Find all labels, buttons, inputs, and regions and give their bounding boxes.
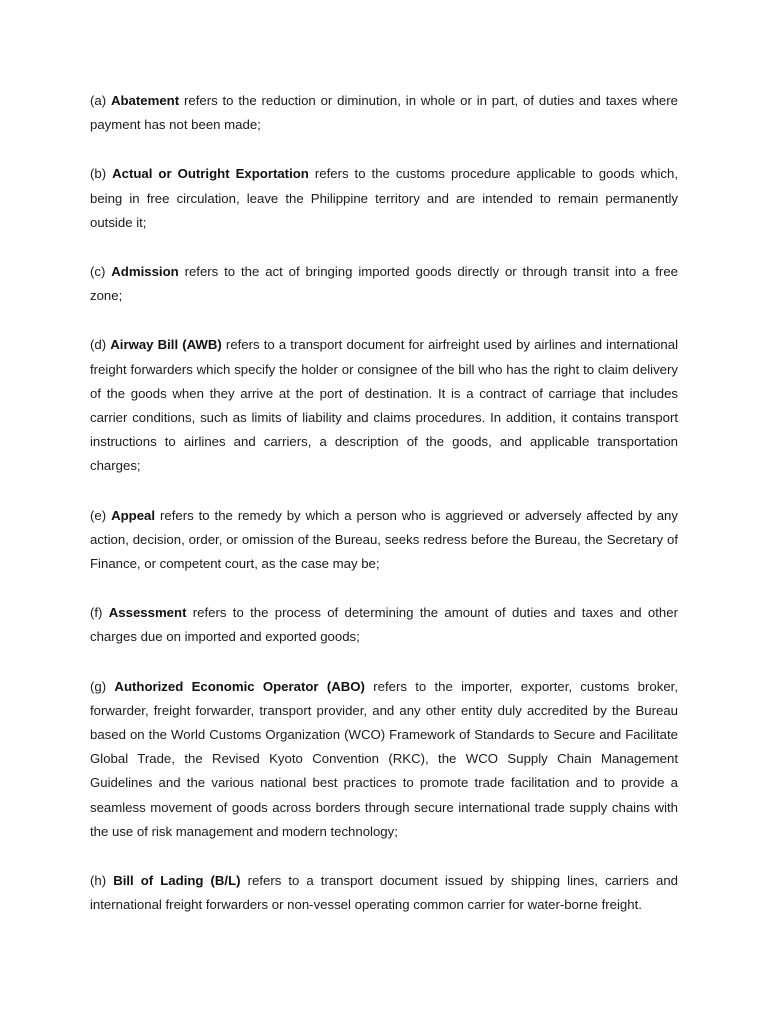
definition-term: Bill of Lading (B/L): [113, 873, 241, 889]
definition-text: refers to a transport document for airfreight used by airlines and international freight forwarders which specify the holder or consignee of the bill who has the right to claim delivery of the goods when they arrive at the port of destination. It is a contract of carriage that includes carrier conditions, such as limits of liability and claims procedures. In addition, it contains transport instructions to airlines and carriers, a description of the goods, and applicable transportation charges;: [90, 337, 679, 474]
definition-label: (b): [90, 166, 107, 182]
definition-g: [90, 675, 678, 844]
definition-term: Authorized Economic Operator (ABO): [114, 678, 365, 694]
definition-term: Abatement: [110, 93, 180, 108]
definition-label: (a): [90, 93, 107, 108]
definition-term: Assessment: [108, 605, 187, 621]
definition-e: [90, 504, 678, 577]
definition-b: [90, 162, 678, 235]
definition-term: Airway Bill (AWB): [110, 337, 222, 353]
definition-label: (d): [90, 337, 107, 353]
definition-a: [90, 89, 678, 137]
document-page: [90, 89, 678, 942]
definition-term: Admission: [111, 264, 179, 280]
definition-label: (h): [90, 873, 107, 889]
definition-text: refers to a transport document issued by shipping lines, carriers and international freight forwarders or non-vessel operating common carrier for water-borne freight.: [90, 873, 679, 913]
definition-term: Appeal: [111, 507, 156, 523]
definition-text: refers to the importer, exporter, customs broker, forwarder, freight forwarder, transport provider, and any other entity duly accredited by the Bureau based on the World Customs Organization (WCO) Framework of Standards to Secure and Facilitate Global Trade, the Revised Kyoto Convention (RKC), the WCO Supply Chain Management Guidelines and the various national best practices to promote trade facilitation and to provide a seamless movement of goods across borders through secure international trade supply chains with the use of risk management and modern technology;: [90, 678, 679, 839]
definition-c: [90, 260, 678, 308]
definition-h: [90, 869, 678, 917]
definition-text: refers to the process of determining the amount of duties and taxes and other charges due on imported and exported goods;: [90, 605, 678, 645]
definition-term: Actual or Outright Exportation: [112, 166, 309, 182]
definition-text: refers to the customs procedure applicable to goods which, being in free circulation, leave the Philippine territory and are intended to remain permanently outside it;: [90, 166, 678, 230]
definition-text: refers to the act of bringing imported goods directly or through transit into a free zone;: [90, 264, 678, 304]
definition-label: (f): [90, 605, 103, 621]
definition-f: [90, 601, 678, 649]
definition-label: (c): [90, 264, 106, 280]
definition-label: (g): [90, 678, 107, 694]
definition-d: [90, 333, 678, 478]
definition-text: refers to the remedy by which a person who is aggrieved or adversely affected by any action, decision, order, or omission of the Bureau, seeks redress before the Bureau, the Secretary of Finance, or competent court, as the case may be;: [90, 507, 678, 572]
definition-label: (e): [90, 507, 107, 523]
definition-text: refers to the reduction or diminution, in whole or in part, of duties and taxes where payment has not been made;: [90, 93, 678, 133]
